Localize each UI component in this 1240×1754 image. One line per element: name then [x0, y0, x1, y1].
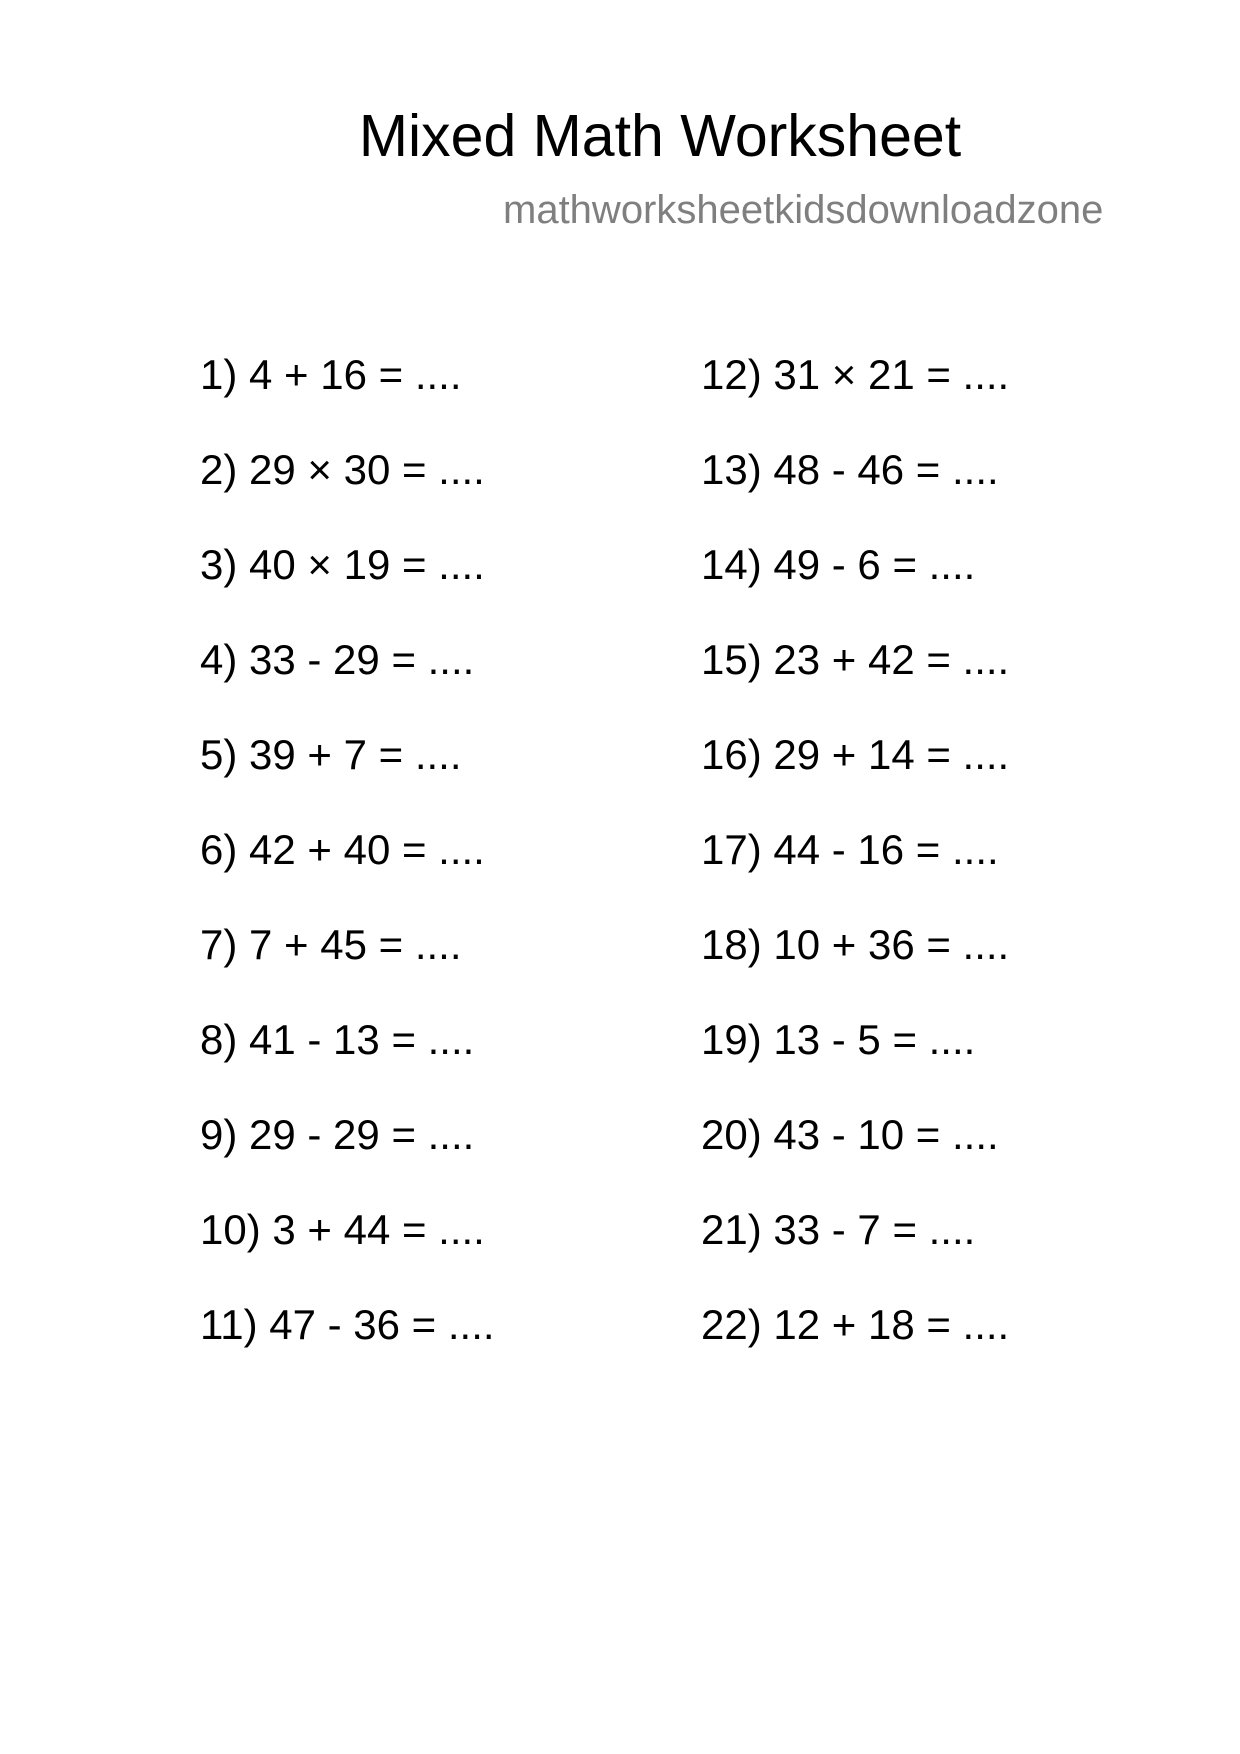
problem-list-left [200, 348, 495, 1393]
problem-list-right [701, 348, 1009, 1393]
problem-19: 19) 13 - 5 = .... [701, 1016, 976, 1063]
problem-15: 15) 23 + 42 = .... [701, 636, 1010, 683]
problem-11: 11) 47 - 36 = .... [200, 1301, 495, 1348]
problem-3: 3) 40 × 19 = .... [200, 541, 485, 588]
problem-12: 12) 31 × 21 = .... [701, 351, 1010, 398]
problem-10: 10) 3 + 44 = .... [200, 1206, 485, 1253]
problem-8: 8) 41 - 13 = .... [200, 1016, 475, 1063]
problem-13: 13) 48 - 46 = .... [701, 446, 999, 493]
problem-18: 18) 10 + 36 = .... [701, 921, 1010, 968]
problem-14: 14) 49 - 6 = .... [701, 541, 976, 588]
problem-22: 22) 12 + 18 = .... [701, 1301, 1010, 1348]
problem-16: 16) 29 + 14 = .... [701, 731, 1010, 778]
problem-5: 5) 39 + 7 = .... [200, 731, 462, 778]
problem-2: 2) 29 × 30 = .... [200, 446, 485, 493]
problem-7: 7) 7 + 45 = .... [200, 921, 462, 968]
page-title: Mixed Math Worksheet [358, 103, 962, 169]
problem-6: 6) 42 + 40 = .... [200, 826, 485, 873]
source-watermark: mathworksheetkidsdownloadzone [503, 188, 1104, 232]
problem-9: 9) 29 - 29 = .... [200, 1111, 475, 1158]
problem-1: 1) 4 + 16 = .... [200, 351, 462, 398]
problem-20: 20) 43 - 10 = .... [701, 1111, 999, 1158]
problem-21: 21) 33 - 7 = .... [701, 1206, 976, 1253]
problem-17: 17) 44 - 16 = .... [701, 826, 999, 873]
problem-4: 4) 33 - 29 = .... [200, 636, 475, 683]
